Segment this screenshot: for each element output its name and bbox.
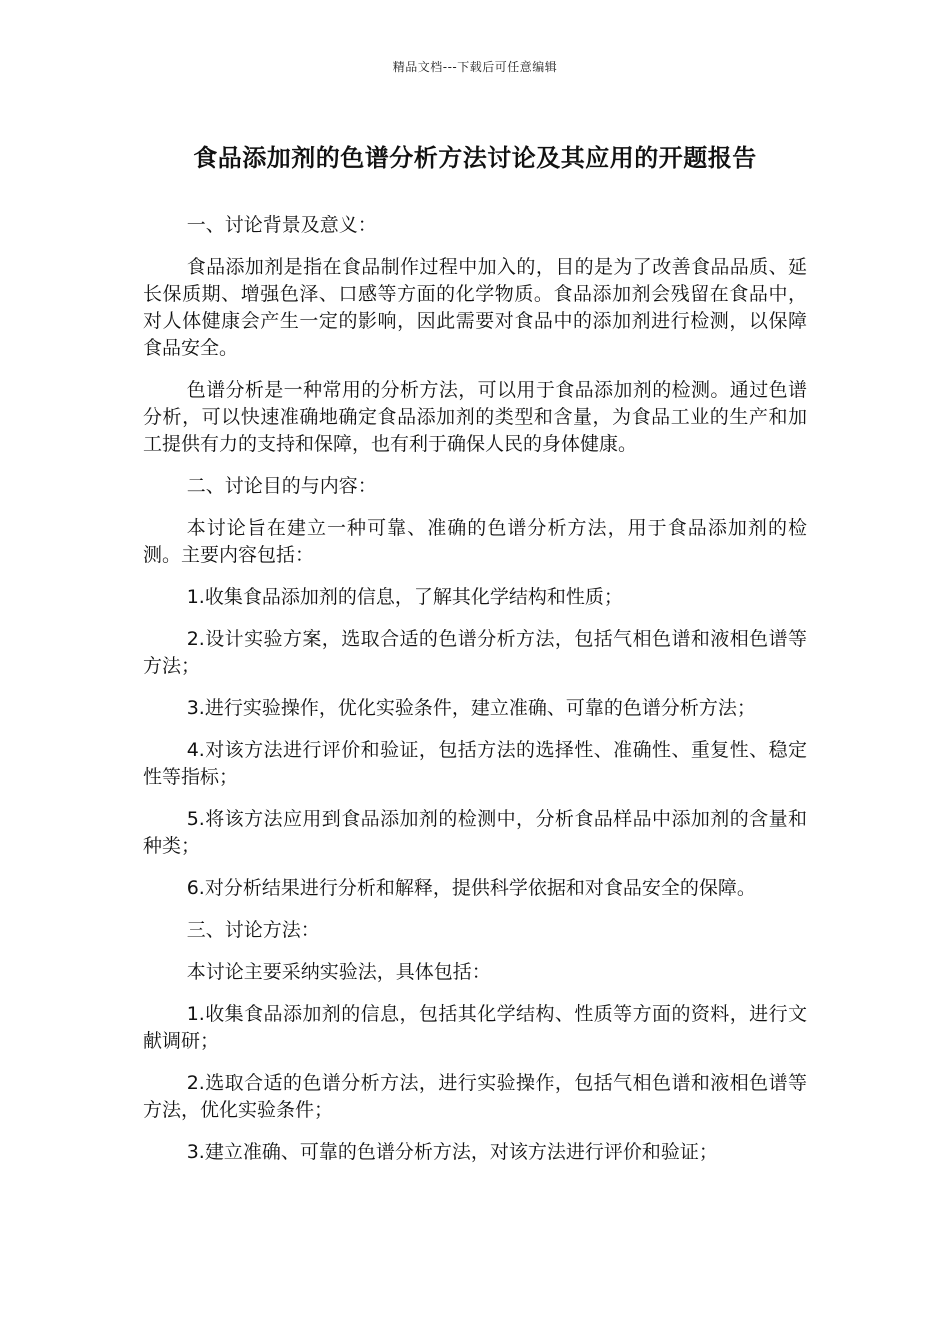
list-item-content-5: 5.将该方法应用到食品添加剂的检测中，分析食品样品中添加剂的含量和种类； — [143, 808, 807, 857]
section-heading-purpose: 二、讨论目的与内容： — [186, 475, 377, 497]
document-body — [143, 212, 807, 1181]
list-item-content-3: 3.进行实验操作，优化实验条件，建立准确、可靠的色谱分析方法； — [186, 697, 756, 719]
list-item-method-3: 3.建立准确、可靠的色谱分析方法，对该方法进行评价和验证； — [186, 1141, 718, 1163]
list-item-method-2: 2.选取合适的色谱分析方法，进行实验操作，包括气相色谱和液相色谱等方法，优化实验条件； — [143, 1072, 807, 1121]
header-note: 精品文档---下载后可任意编辑 — [392, 60, 558, 74]
list-item-content-6: 6.对分析结果进行分析和解释，提供科学依据和对食品安全的保障。 — [186, 877, 756, 899]
list-item-content-1: 1.收集食品添加剂的信息，了解其化学结构和性质； — [186, 586, 623, 608]
section-heading-methods: 三、讨论方法： — [186, 919, 320, 941]
paragraph-purpose-intro: 本讨论旨在建立一种可靠、准确的色谱分析方法，用于食品添加剂的检测。主要内容包括： — [143, 517, 807, 566]
list-item-method-1: 1.收集食品添加剂的信息，包括其化学结构、性质等方面的资料，进行文献调研； — [143, 1003, 807, 1052]
list-item-content-2: 2.设计实验方案，选取合适的色谱分析方法，包括气相色谱和液相色谱等方法； — [143, 628, 807, 677]
list-item-content-4: 4.对该方法进行评价和验证，包括方法的选择性、准确性、重复性、稳定性等指标； — [143, 739, 807, 788]
paragraph-chromatography-intro: 色谱分析是一种常用的分析方法，可以用于食品添加剂的检测。通过色谱分析，可以快速准确地确定食品添加剂的类型和含量，为食品工业的生产和加工提供有力的支持和保障，也有利于确保人民的身体健康。 — [143, 379, 807, 455]
paragraph-additive-definition: 食品添加剂是指在食品制作过程中加入的，目的是为了改善食品品质、延长保质期、增强色泽、口感等方面的化学物质。食品添加剂会残留在食品中，对人体健康会产生一定的影响，因此需要对食品中的添加剂进行检测，以保障食品安全。 — [143, 256, 807, 359]
paragraph-methods-intro: 本讨论主要采纳实验法，具体包括： — [186, 961, 491, 983]
document-title: 食品添加剂的色谱分析方法讨论及其应用的开题报告 — [193, 144, 757, 172]
section-heading-background: 一、讨论背景及意义： — [186, 214, 377, 236]
